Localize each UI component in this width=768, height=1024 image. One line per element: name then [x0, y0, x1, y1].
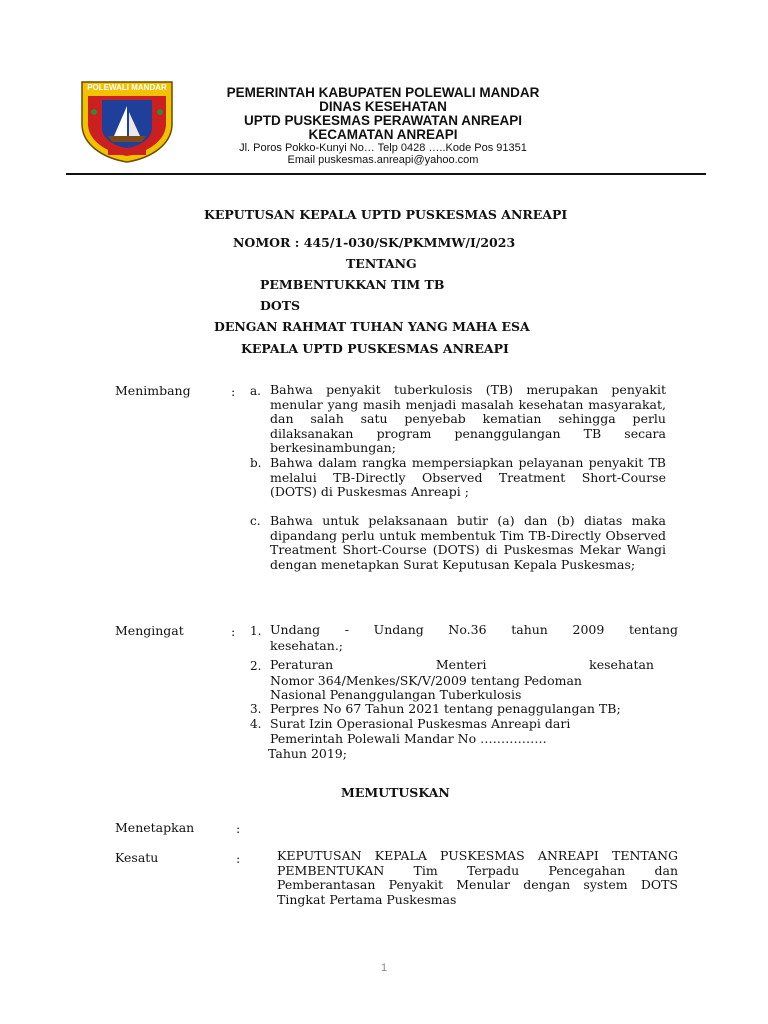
- menimbang-c-text: Bahwa untuk pelaksanaan butir (a) dan (b) diatas maka dipandang perlu untuk membentuk Tim TB-Directly Observed Treatment Short-Course (DOTS) di Puskesmas Mekar Wangi dengan menetapkan Surat Keputusan Kepala Puskesmas;: [270, 513, 666, 572]
- page-number: 1: [380, 962, 388, 974]
- mengingat-4-line1: Surat Izin Operasional Puskesmas Anreapi dari: [270, 716, 571, 731]
- mengingat-4-line3: Tahun 2019;: [268, 746, 347, 761]
- letterhead-institution: UPTD PUSKESMAS PERAWATAN ANREAPI: [243, 113, 523, 128]
- menimbang-a-marker: a.: [250, 384, 261, 398]
- mengingat-4-marker: 4.: [250, 717, 262, 731]
- mengingat-1-marker: 1.: [250, 624, 262, 638]
- letterhead-address: Jl. Poros Pokko-Kunyi No… Telp 0428 …..Kode Pos 91351: [239, 142, 527, 154]
- menimbang-label: Menimbang: [115, 383, 191, 398]
- letterhead-district: KECAMATAN ANREAPI: [308, 127, 458, 142]
- menetapkan-label: Menetapkan: [115, 820, 195, 835]
- mengingat-2-line3: Nasional Penanggulangan Tuberkulosis: [270, 687, 522, 702]
- mengingat-2-marker: 2.: [250, 659, 262, 673]
- mengingat-4-line2: Pemerintah Polewali Mandar No …………….: [270, 731, 547, 746]
- mengingat-1-line1: Undang - Undang No.36 tahun 2009 tentang: [270, 622, 678, 637]
- kesatu-colon: :: [236, 851, 241, 866]
- menimbang-c-marker: c.: [250, 514, 261, 528]
- menimbang-b-text: Bahwa dalam rangka mempersiapkan pelayanan penyakit TB melalui TB-Directly Observed Treatment Short-Course (DOTS) di Puskesmas Anreapi ;: [270, 455, 666, 499]
- letterhead-agency: DINAS KESEHATAN: [319, 99, 447, 114]
- letterhead-government: PEMERINTAH KABUPATEN POLEWALI MANDAR: [226, 85, 540, 100]
- kesatu-label: Kesatu: [115, 850, 159, 865]
- decree-invocation: DENGAN RAHMAT TUHAN YANG MAHA ESA: [214, 319, 530, 334]
- decree-subject-1: PEMBENTUKKAN TIM TB: [260, 277, 445, 292]
- regency-logo: [78, 78, 176, 164]
- menimbang-b-marker: b.: [250, 456, 262, 470]
- letterhead-email: Email puskesmas.anreapi@yahoo.com: [287, 154, 479, 166]
- mengingat-3-line1: Perpres No 67 Tahun 2021 tentang penaggulangan TB;: [270, 701, 621, 716]
- menimbang-colon: :: [231, 384, 236, 399]
- decree-issuer: KEPALA UPTD PUSKESMAS ANREAPI: [241, 341, 509, 356]
- logo-caption: POLEWALI MANDAR: [87, 83, 167, 92]
- mengingat-2-line1: Peraturan Menteri kesehatan: [270, 657, 654, 672]
- menimbang-a-text: Bahwa penyakit tuberkulosis (TB) merupakan penyakit menular yang masih menjadi masalah kesehatan masyarakat, dan salah satu penyebab kematian sehingga perlu dilaksanakan program penanggulangan TB secara berkesinambungan;: [270, 382, 666, 455]
- mengingat-1-line2: kesehatan.;: [270, 638, 343, 653]
- mengingat-label: Mengingat: [115, 623, 184, 638]
- menetapkan-colon: :: [236, 821, 241, 836]
- decree-subject-2: DOTS: [260, 298, 301, 313]
- letterhead-divider: [66, 173, 706, 175]
- mengingat-2-line2: Nomor 364/Menkes/SK/V/2009 tentang Pedoman: [270, 673, 582, 688]
- decree-number: NOMOR : 445/1-030/SK/PKMMW/I/2023: [233, 235, 516, 250]
- decree-tentang: TENTANG: [346, 256, 417, 271]
- memutuskan-heading: MEMUTUSKAN: [341, 785, 450, 800]
- kesatu-text: KEPUTUSAN KEPALA PUSKESMAS ANREAPI TENTANG PEMBENTUKAN Tim Terpadu Pencegahan dan Pemberantasan Penyakit Menular dengan system DOTS Tingkat Pertama Puskesmas: [277, 848, 678, 907]
- decree-title: KEPUTUSAN KEPALA UPTD PUSKESMAS ANREAPI: [204, 207, 568, 222]
- mengingat-colon: :: [231, 624, 236, 639]
- mengingat-3-marker: 3.: [250, 702, 262, 716]
